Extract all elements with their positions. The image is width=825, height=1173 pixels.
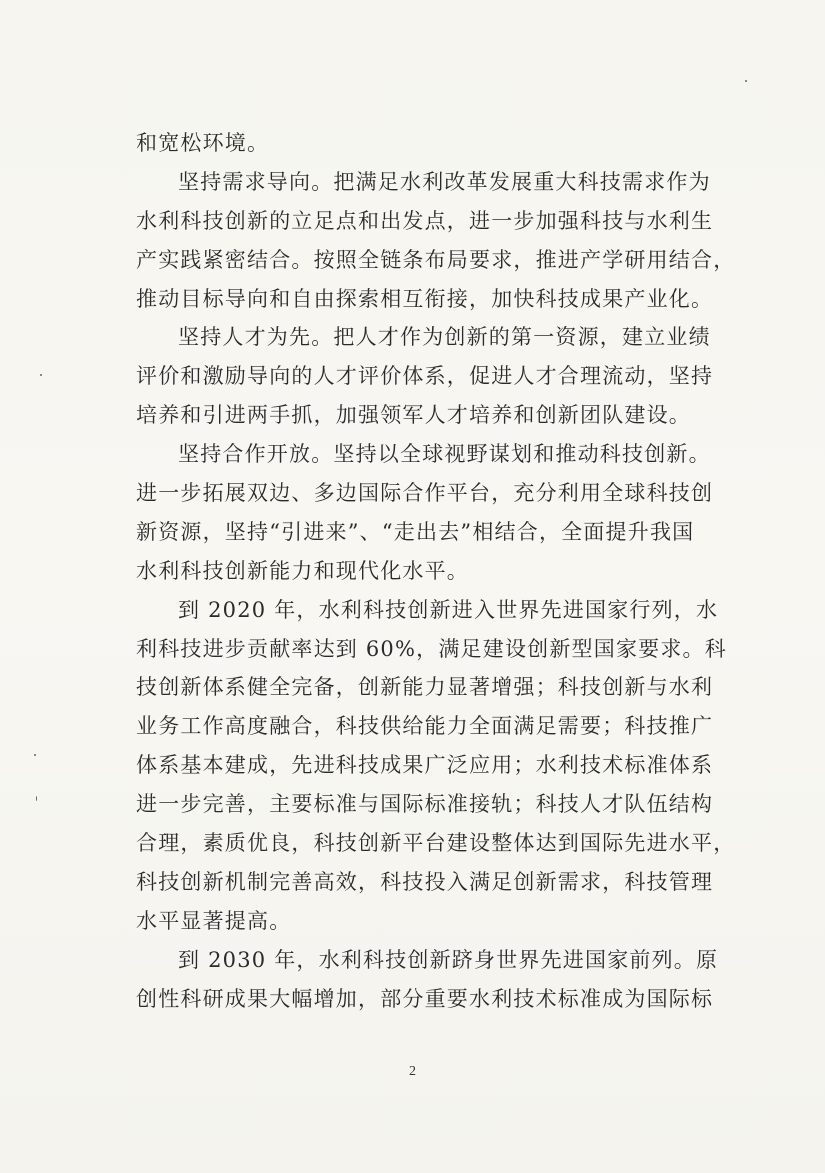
- document-body: [136, 124, 736, 1018]
- text-line: 合理，素质优良，科技创新平台建设整体达到国际先进水平，: [136, 831, 736, 856]
- text-line: 科技创新机制完善高效，科技投入满足创新需求，科技管理: [136, 869, 714, 894]
- text-line: 水利科技创新能力和现代化水平。: [136, 558, 469, 583]
- text-line: 评价和激励导向的人才评价体系，促进人才合理流动，坚持: [136, 364, 714, 389]
- text-line: 新资源，坚持“引进来”、“走出去”相结合，全面提升我国: [136, 519, 695, 544]
- text-line: 技创新体系健全完备，创新能力显著增强；科技创新与水利: [136, 675, 714, 700]
- page-number: 2: [409, 1064, 416, 1079]
- text-line: 进一步完善，主要标准与国际标准接轨；科技人才队伍结构: [136, 792, 714, 817]
- text-line: 进一步拓展双边、多边国际合作平台，充分利用全球科技创: [136, 481, 714, 506]
- text-line: 水利科技创新的立足点和出发点，进一步加强科技与水利生: [136, 208, 714, 233]
- text-line: 业务工作高度融合，科技供给能力全面满足需要；科技推广: [136, 714, 714, 739]
- text-line: 体系基本建成，先进科技成果广泛应用；水利技术标准体系: [136, 753, 714, 778]
- text-line: 坚持合作开放。坚持以全球视野谋划和推动科技创新。: [178, 442, 711, 467]
- text-line: 到 2020 年，水利科技创新进入世界先进国家行列，水: [178, 597, 719, 622]
- text-line: 和宽松环境。: [136, 131, 270, 155]
- scan-speck: [40, 374, 42, 376]
- text-line: 坚持需求导向。把满足水利改革发展重大科技需求作为: [178, 169, 711, 194]
- text-line: 培养和引进两手抓，加强领军人才培养和创新团队建设。: [136, 403, 691, 428]
- text-line: 产实践紧密结合。按照全链条布局要求，推进产学研用结合，: [136, 247, 736, 272]
- scan-speck: [34, 754, 36, 756]
- text-line: 利科技进步贡献率达到 60%，满足建设创新型国家要求。科: [136, 636, 727, 661]
- scan-speck: [745, 80, 747, 82]
- text-line: 到 2030 年，水利科技创新跻身世界先进国家前列。原: [178, 947, 719, 972]
- scan-speck: [36, 796, 37, 801]
- text-line: 水平显著提高。: [136, 908, 292, 933]
- text-line: 推动目标导向和自由探索相互衔接，加快科技成果产业化。: [136, 286, 714, 311]
- text-line: 创性科研成果大幅增加，部分重要水利技术标准成为国际标: [136, 986, 714, 1011]
- text-line: 坚持人才为先。把人才作为创新的第一资源，建立业绩: [178, 325, 711, 350]
